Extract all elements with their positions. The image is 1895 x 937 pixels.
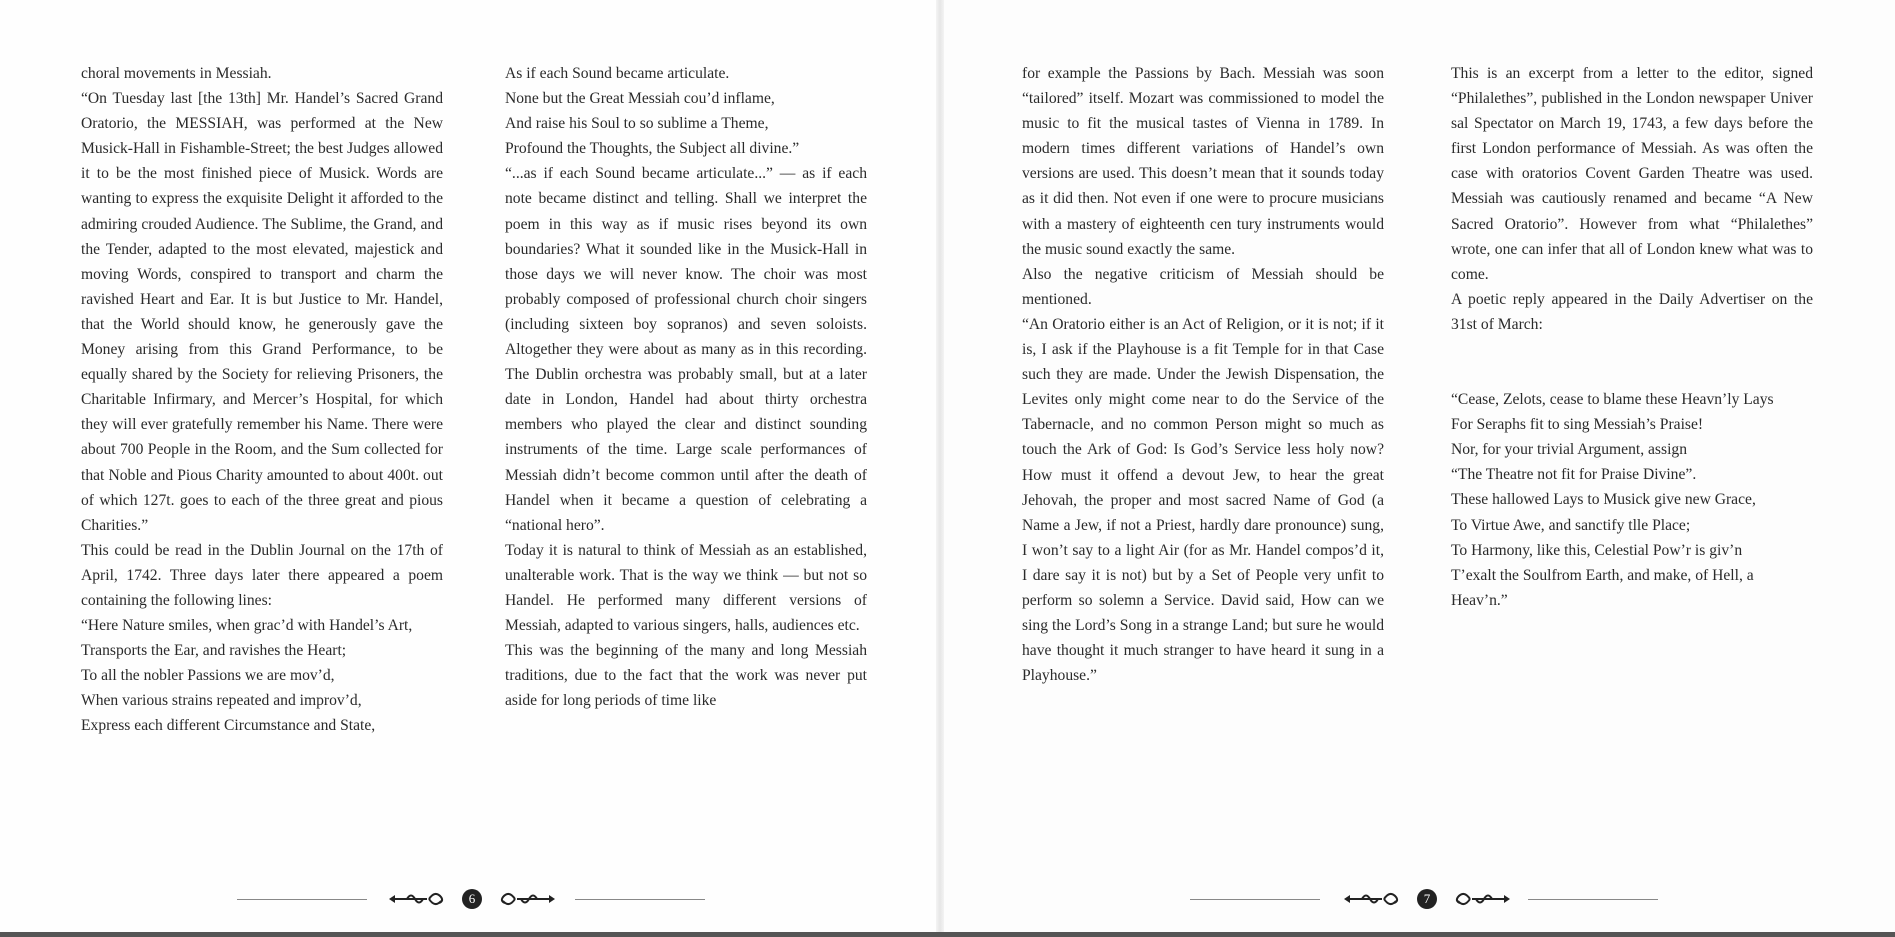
poem-line: Express each different Circumstance and State, (81, 717, 376, 735)
poem-line: As if each Sound became articulate. (505, 65, 730, 82)
scan-edge (0, 932, 1895, 937)
paragraph: “...as if each Sound became articulate...” — as if each note became distinct and telling. Shall we interpret the poem in this way as if music rises beyond its own boundaries? What it sounded like in the Musick-Hall in those days we will never know. The choir was most probably composed of professional church choir singers (including sixteen boy sopranos) and seven soloists. Altogether they were about as many as in this recording. The Dublin orchestra was probably small, but at a later date in London, Handel had about thirty orchestra members who played the clear and distinct sounding instruments of the time. Large scale performances of Messiah didn’t become common until after the death of Handel when it became a question of celebrating a “national hero”. (505, 165, 867, 534)
paragraph: Also the negative criticism of Messiah should be mentioned. (1022, 265, 1384, 308)
right-page-column-1 (1022, 61, 1384, 688)
paragraph: for example the Passions by Bach. Messiah was soon “tailored” itself. Mozart was commissioned to model the music to fit the musical tastes of Vienna in 1789. In modern times different variations of Handel’s own versions are used. This doesn’t mean that it sounds today as it did then. Not even if one were to procure musicians with a mastery of eighteenth cen tury instruments would the music sound exactly the same. (1022, 65, 1384, 258)
right-page-footer (0, 886, 1895, 912)
poem-lines (1451, 387, 1813, 613)
book-gutter (936, 0, 944, 937)
left-page-column-2 (505, 61, 867, 713)
poem-line: T’exalt the Soulfrom Earth, and make, of Hell, a Heav’n.” (1451, 566, 1754, 609)
poem-line: “Cease, Zelots, cease to blame these Heavn’ly Lays (1451, 391, 1774, 409)
poem-line: To Harmony, like this, Celestial Pow’r is giv’n (1451, 541, 1743, 559)
paragraph: This was the beginning of the many and long Messiah traditions, due to the fact that the work was never put aside for long periods of time like (505, 642, 867, 710)
poem-line: These hallowed Lays to Musick give new Grace, (1451, 491, 1756, 509)
poem-lines (81, 613, 443, 738)
poem-line: And raise his Soul to so sublime a Theme, (505, 115, 769, 133)
paragraph: This is an excerpt from a letter to the editor, signed “Philalethes”, published in the London newspaper Univer sal Spectator on March 19, 1743, a few days before the first London performance of Messiah. As was often the case with oratorios Covent Garden Theatre was used. Messiah was cautiously renamed and became “A New Sacred Oratorio”. However from what “Philalethes” wrote, one can infer that all of London knew what was to come. (1451, 65, 1813, 283)
poem-line: None but the Great Messiah cou’d inflame, (505, 90, 775, 108)
paragraph: “On Tuesday last [the 13th] Mr. Handel’s Sacred Grand Oratorio, the MESSIAH, was performed at the New Musick-Hall in Fishamble-Street; the best Judges allowed it to be the most finished piece of Musick. Words are wanting to express the exquisite Delight it afforded to the admiring crouded Audience. The Sublime, the Grand, and the Tender, adapted to the most elevated, majestick and moving Words, conspired to transport and charm the ravished Heart and Ear. It is but Justice to Mr. Handel, that the World should know, he generously gave the Money arising from this Grand Performance, to be equally shared by the Society for relieving Prisoners, the Charitable Infirmary, and Mercer’s Hospital, for which they will ever gratefully remember his Name. There were about 700 People in the Room, and the Sum collected for that Noble and Pious Charity amounted to about 400t. out of which 127t. goes to each of the three great and pious Charities.” (81, 90, 443, 534)
paragraph: “An Oratorio either is an Act of Religion, or it is not; if it is, I ask if the Playhouse is a fit Temple for in that Case such they are made. Under the Jewish Dispensation, the Levites only might come near to do the Service of the Tabernacle, and no common Person might so much as touch the Ark of God: Is God’s Service less holy now? How must it offend a devout Jew, to hear the great Jehovah, the proper and most sacred Name of God (a Name a Jew, if not a Priest, hardly dare pronounce) sung, I won’t say to a light Air (for as Mr. Handel compos’d it, I dare say it is not) but by a Set of People very unfit to perform so solemn a Service. David said, How can we sing the Lord’s Song in a strange Land; but sure he would have thought it much stranger to have heard it sung in a Playhouse.” (1022, 315, 1384, 685)
poem-line: When various strains repeated and improv’d, (81, 692, 362, 710)
poem-line: To all the nobler Passions we are mov’d, (81, 667, 335, 685)
poem-lines (505, 61, 867, 161)
right-page-column-2 (1451, 61, 1813, 613)
page-number: 6 (462, 889, 482, 909)
page-number: 7 (1417, 889, 1437, 909)
poem-line: Nor, for your trivial Argument, assign (1451, 441, 1687, 459)
paragraph: This could be read in the Dublin Journal on the 17th of April, 1742. Three days later there appeared a poem containing the following lines: (81, 541, 443, 609)
poem-line: To Virtue Awe, and sanctify tlle Place; (1451, 516, 1691, 534)
poem-line: Transports the Ear, and ravishes the Heart; (81, 642, 347, 660)
poem-line: Profound the Thoughts, the Subject all divine.” (505, 140, 800, 158)
paragraph: choral movements in Messiah. (81, 65, 272, 82)
paragraph: Today it is natural to think of Messiah as an established, unalterable work. That is the way we think — but not so Handel. He performed many different versions of Messiah, adapted to various singers, halls, audiences etc. (505, 541, 867, 635)
footer-rule (1190, 899, 1320, 900)
footer-rule (1528, 899, 1658, 900)
poem-line: “Here Nature smiles, when grac’d with Handel’s Art, (81, 617, 413, 635)
poem-line: For Seraphs fit to sing Messiah’s Praise! (1451, 416, 1704, 434)
left-page-column-1 (81, 61, 443, 739)
poem-line: “The Theatre not fit for Praise Divine”. (1451, 466, 1697, 484)
paragraph: A poetic reply appeared in the Daily Advertiser on the 31st of March: (1451, 290, 1813, 333)
